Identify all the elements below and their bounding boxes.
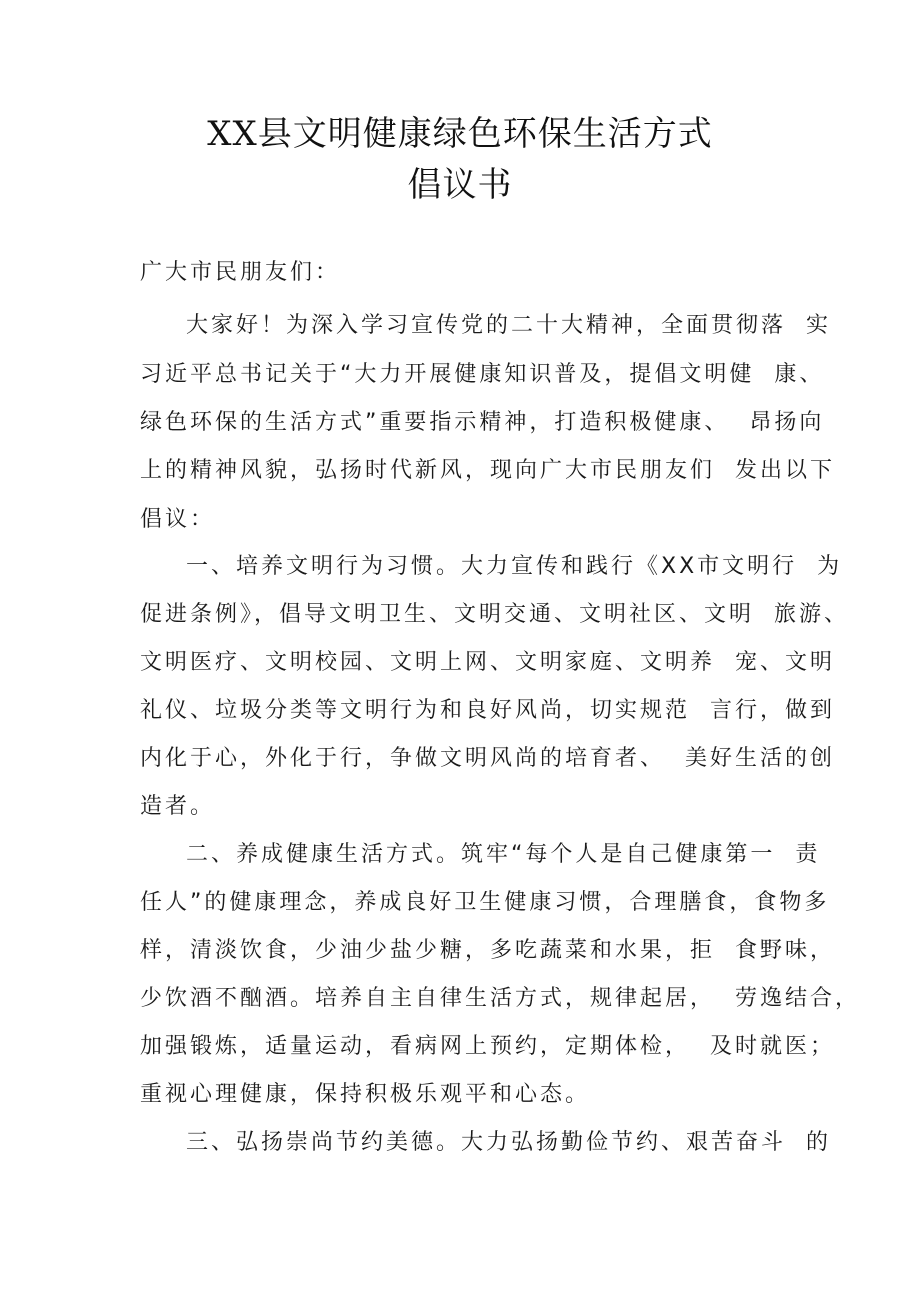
body-line: 大家好！为深入学习宣传党的二十大精神，全面贯彻落 实	[186, 313, 831, 338]
body-line: 造者。	[140, 794, 216, 819]
body-line: 二、养成健康生活方式。筑牢“每个人是自己健康第一 责	[186, 842, 821, 867]
body-line: 绿色环保的生活方式”重要指示精神，打造积极健康、 昂扬向	[140, 410, 825, 435]
document-subtitle: 倡议书	[407, 165, 513, 205]
body-line: 任人”的健康理念，养成良好卫生健康习惯，合理膳食，食物多	[140, 890, 830, 915]
body-line: 文明医疗、文明校园、文明上网、文明家庭、文明养 宠、文明	[140, 650, 835, 675]
body-line: 习近平总书记关于“大力开展健康知识普及，提倡文明健 康、	[140, 362, 825, 387]
body-line: 上的精神风貌，弘扬时代新风，现向广大市民朋友们 发出以下	[140, 458, 835, 483]
salutation: 广大市民朋友们：	[140, 260, 341, 285]
document-title: XX县文明健康绿色环保生活方式	[207, 114, 713, 154]
body-line: 加强锻炼，适量运动，看病网上预约，定期体检， 及时就医；	[140, 1034, 835, 1059]
body-line: 促进条例》，倡导文明卫生、文明交通、文明社区、文明 旅游、	[140, 602, 849, 627]
body-line: 礼仪、垃圾分类等文明行为和良好风尚，切实规范 言行，做到	[140, 698, 835, 723]
body-line: 样，清淡饮食，少油少盐少糖，多吃蔬菜和水果，拒 食野味，	[140, 938, 835, 963]
body-line: 一、培养文明行为习惯。大力宣传和践行《XX市文明行 为	[186, 554, 843, 579]
body-line: 少饮酒不酗酒。培养自主自律生活方式，规律起居， 劳逸结合，	[140, 986, 860, 1011]
body-line: 三、弘扬崇尚节约美德。大力弘扬勤俭节约、艰苦奋斗 的	[186, 1130, 831, 1155]
body-line: 重视心理健康，保持积极乐观平和心态。	[140, 1082, 591, 1107]
body-line: 倡议：	[140, 507, 216, 532]
body-line: 内化于心，外化于行，争做文明风尚的培育者、 美好生活的创	[140, 746, 835, 771]
